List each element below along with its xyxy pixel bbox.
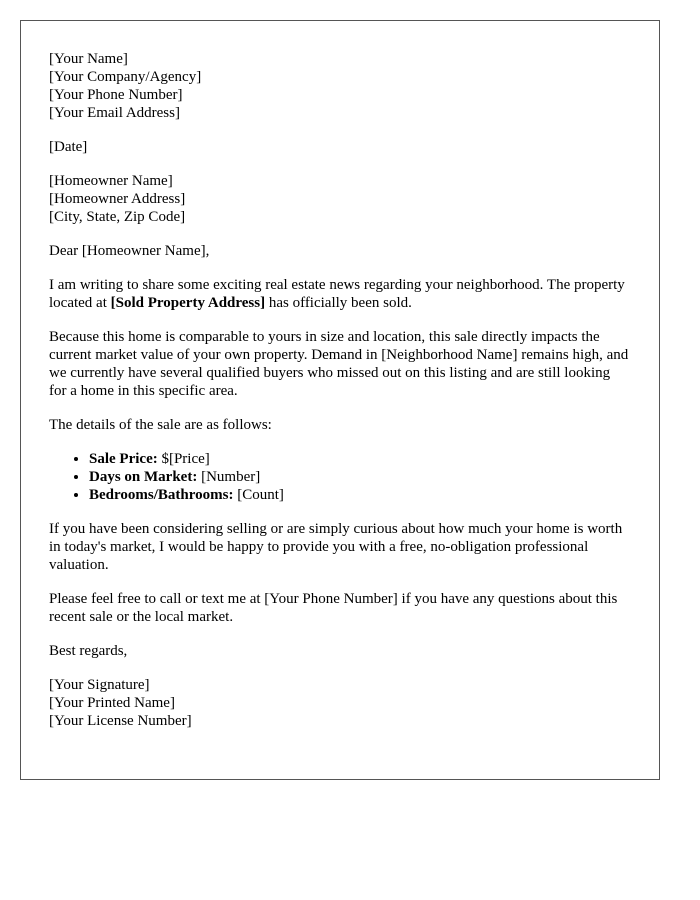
sender-name: [Your Name] (49, 51, 128, 67)
sold-property-address: [Sold Property Address] (110, 295, 266, 311)
sale-details-list (49, 450, 631, 504)
paragraph-contact: Please feel free to call or text me at [Your Phone Number] if you have any questions about this recent sale or the local market. (49, 591, 618, 625)
sender-phone: [Your Phone Number] (49, 87, 183, 103)
recipient-name: [Homeowner Name] (49, 173, 173, 189)
date-block (49, 138, 631, 156)
sender-email: [Your Email Address] (49, 105, 180, 121)
detail-value: [Count] (233, 487, 284, 503)
detail-bedrooms-bathrooms (89, 486, 631, 504)
paragraph1-after: has officially been sold. (265, 295, 412, 311)
signature-block (49, 676, 631, 730)
paragraph-valuation-offer: If you have been considering selling or are simply curious about how much your home is worth in today's market, I would be happy to provide you with a free, no-obligation professional valuation. (49, 521, 623, 573)
printed-name: [Your Printed Name] (49, 695, 175, 711)
signature-line: [Your Signature] (49, 677, 150, 693)
recipient-block (49, 172, 631, 226)
detail-label: Days on Market: (89, 469, 198, 485)
recipient-address: [Homeowner Address] (49, 191, 186, 207)
sender-block (49, 50, 631, 122)
closing: Best regards, (49, 643, 128, 659)
paragraph-sale-announcement (49, 276, 631, 312)
detail-sale-price (89, 450, 631, 468)
detail-label: Bedrooms/Bathrooms: (89, 487, 234, 503)
detail-days-on-market (89, 468, 631, 486)
paragraph1-before: I am writing to share some exciting real estate news regarding your neighborhood. The property located at (49, 277, 625, 311)
letter-page (20, 20, 660, 780)
details-intro: The details of the sale are as follows: (49, 417, 272, 433)
paragraph-market-impact: Because this home is comparable to yours in size and location, this sale directly impacts the current market value of your own property. Demand in [Neighborhood Name] remains high, and we currently have several qualified buyers who missed out on this listing and are still looking for a home in this specific area. (49, 329, 629, 399)
letter-date: [Date] (49, 139, 88, 155)
sender-company: [Your Company/Agency] (49, 69, 202, 85)
detail-value: [Number] (197, 469, 261, 485)
detail-label: Sale Price: (89, 451, 158, 467)
detail-value: $[Price] (157, 451, 210, 467)
license-number: [Your License Number] (49, 713, 192, 729)
salutation: Dear [Homeowner Name], (49, 243, 210, 259)
recipient-city-state-zip: [City, State, Zip Code] (49, 209, 186, 225)
